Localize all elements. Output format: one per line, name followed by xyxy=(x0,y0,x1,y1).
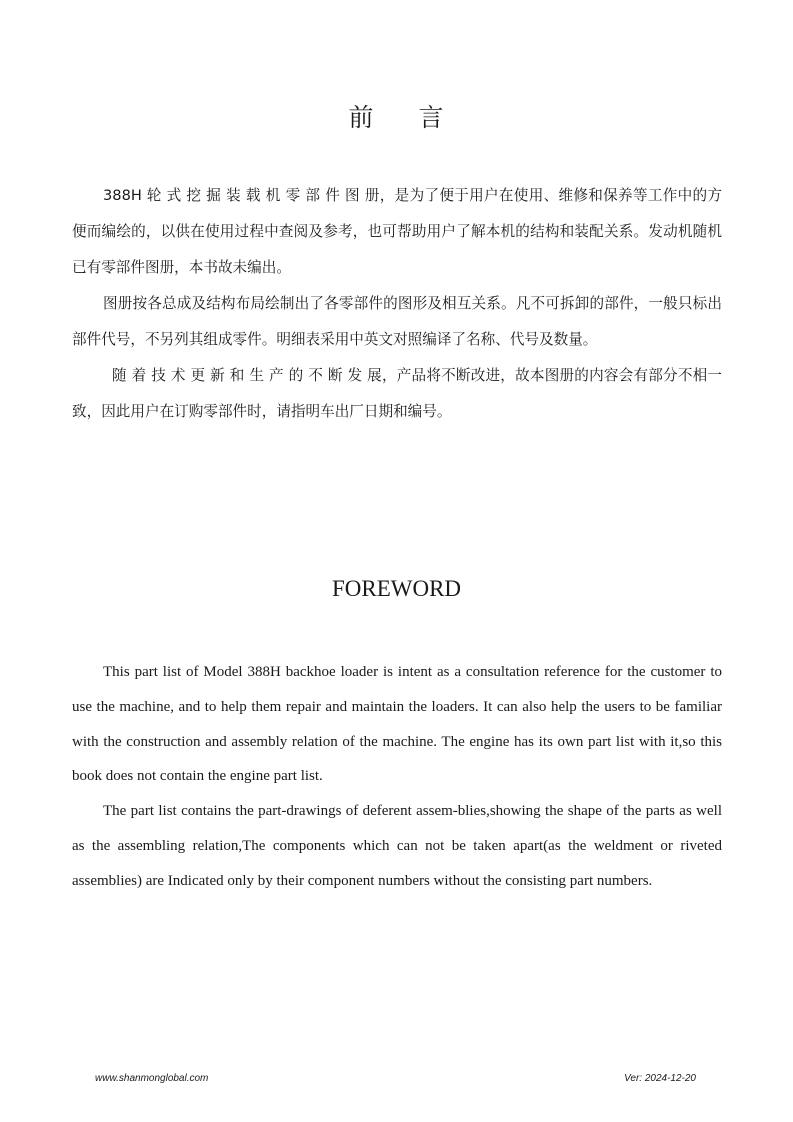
english-paragraph-2: The part list contains the part-drawings of deferent assem-blies,showing the shape of the parts as well as the assembling relation,The components which can not be taken apart(as the weldment or riveted assemblies) are Indicated only by their component numbers without the consisting part numbers. xyxy=(72,803,722,889)
chinese-title-part1: 前 xyxy=(348,103,375,132)
chinese-paragraph-1: 388H 轮 式 挖 掘 装 载 机 零 部 件 图 册，是为了便于用户在使用、维修和保养等工作中的方便而编绘的，以供在使用过程中查阅及参考，也可帮助用户了解本机的结构和装配关系。发动机随机已有零部件图册，本书故未编出。 xyxy=(72,187,722,276)
chinese-title-part2: 言 xyxy=(418,103,445,132)
page-footer xyxy=(95,1073,696,1084)
english-body xyxy=(72,655,722,899)
english-paragraph-1: This part list of Model 388H backhoe loader is intent as a consultation reference for the customer to use the machine, and to help them repair and maintain the loaders. It can also help the users to be familiar with the construction and assembly relation of the machine. The engine has its own part list with it,so this book does not contain the engine part list. xyxy=(72,664,722,785)
english-title: FOREWORD xyxy=(331,576,462,601)
chinese-paragraph-3: 随 着 技 术 更 新 和 生 产 的 不 断 发 展，产品将不断改进，故本图册的内容会有部分不相一致，因此用户在订购零部件时，请指明车出厂日期和编号。 xyxy=(72,367,722,420)
chinese-body xyxy=(72,178,722,430)
footer-website: www.shanmonglobal.com xyxy=(95,1073,209,1084)
chinese-paragraph-2: 图册按各总成及结构布局绘制出了各零部件的图形及相互关系。凡不可拆卸的部件，一般只标出部件代号，不另列其组成零件。明细表采用中英文对照编译了名称、代号及数量。 xyxy=(72,295,722,348)
footer-version: Ver: 2024-12-20 xyxy=(624,1073,696,1084)
chinese-title xyxy=(0,98,793,134)
